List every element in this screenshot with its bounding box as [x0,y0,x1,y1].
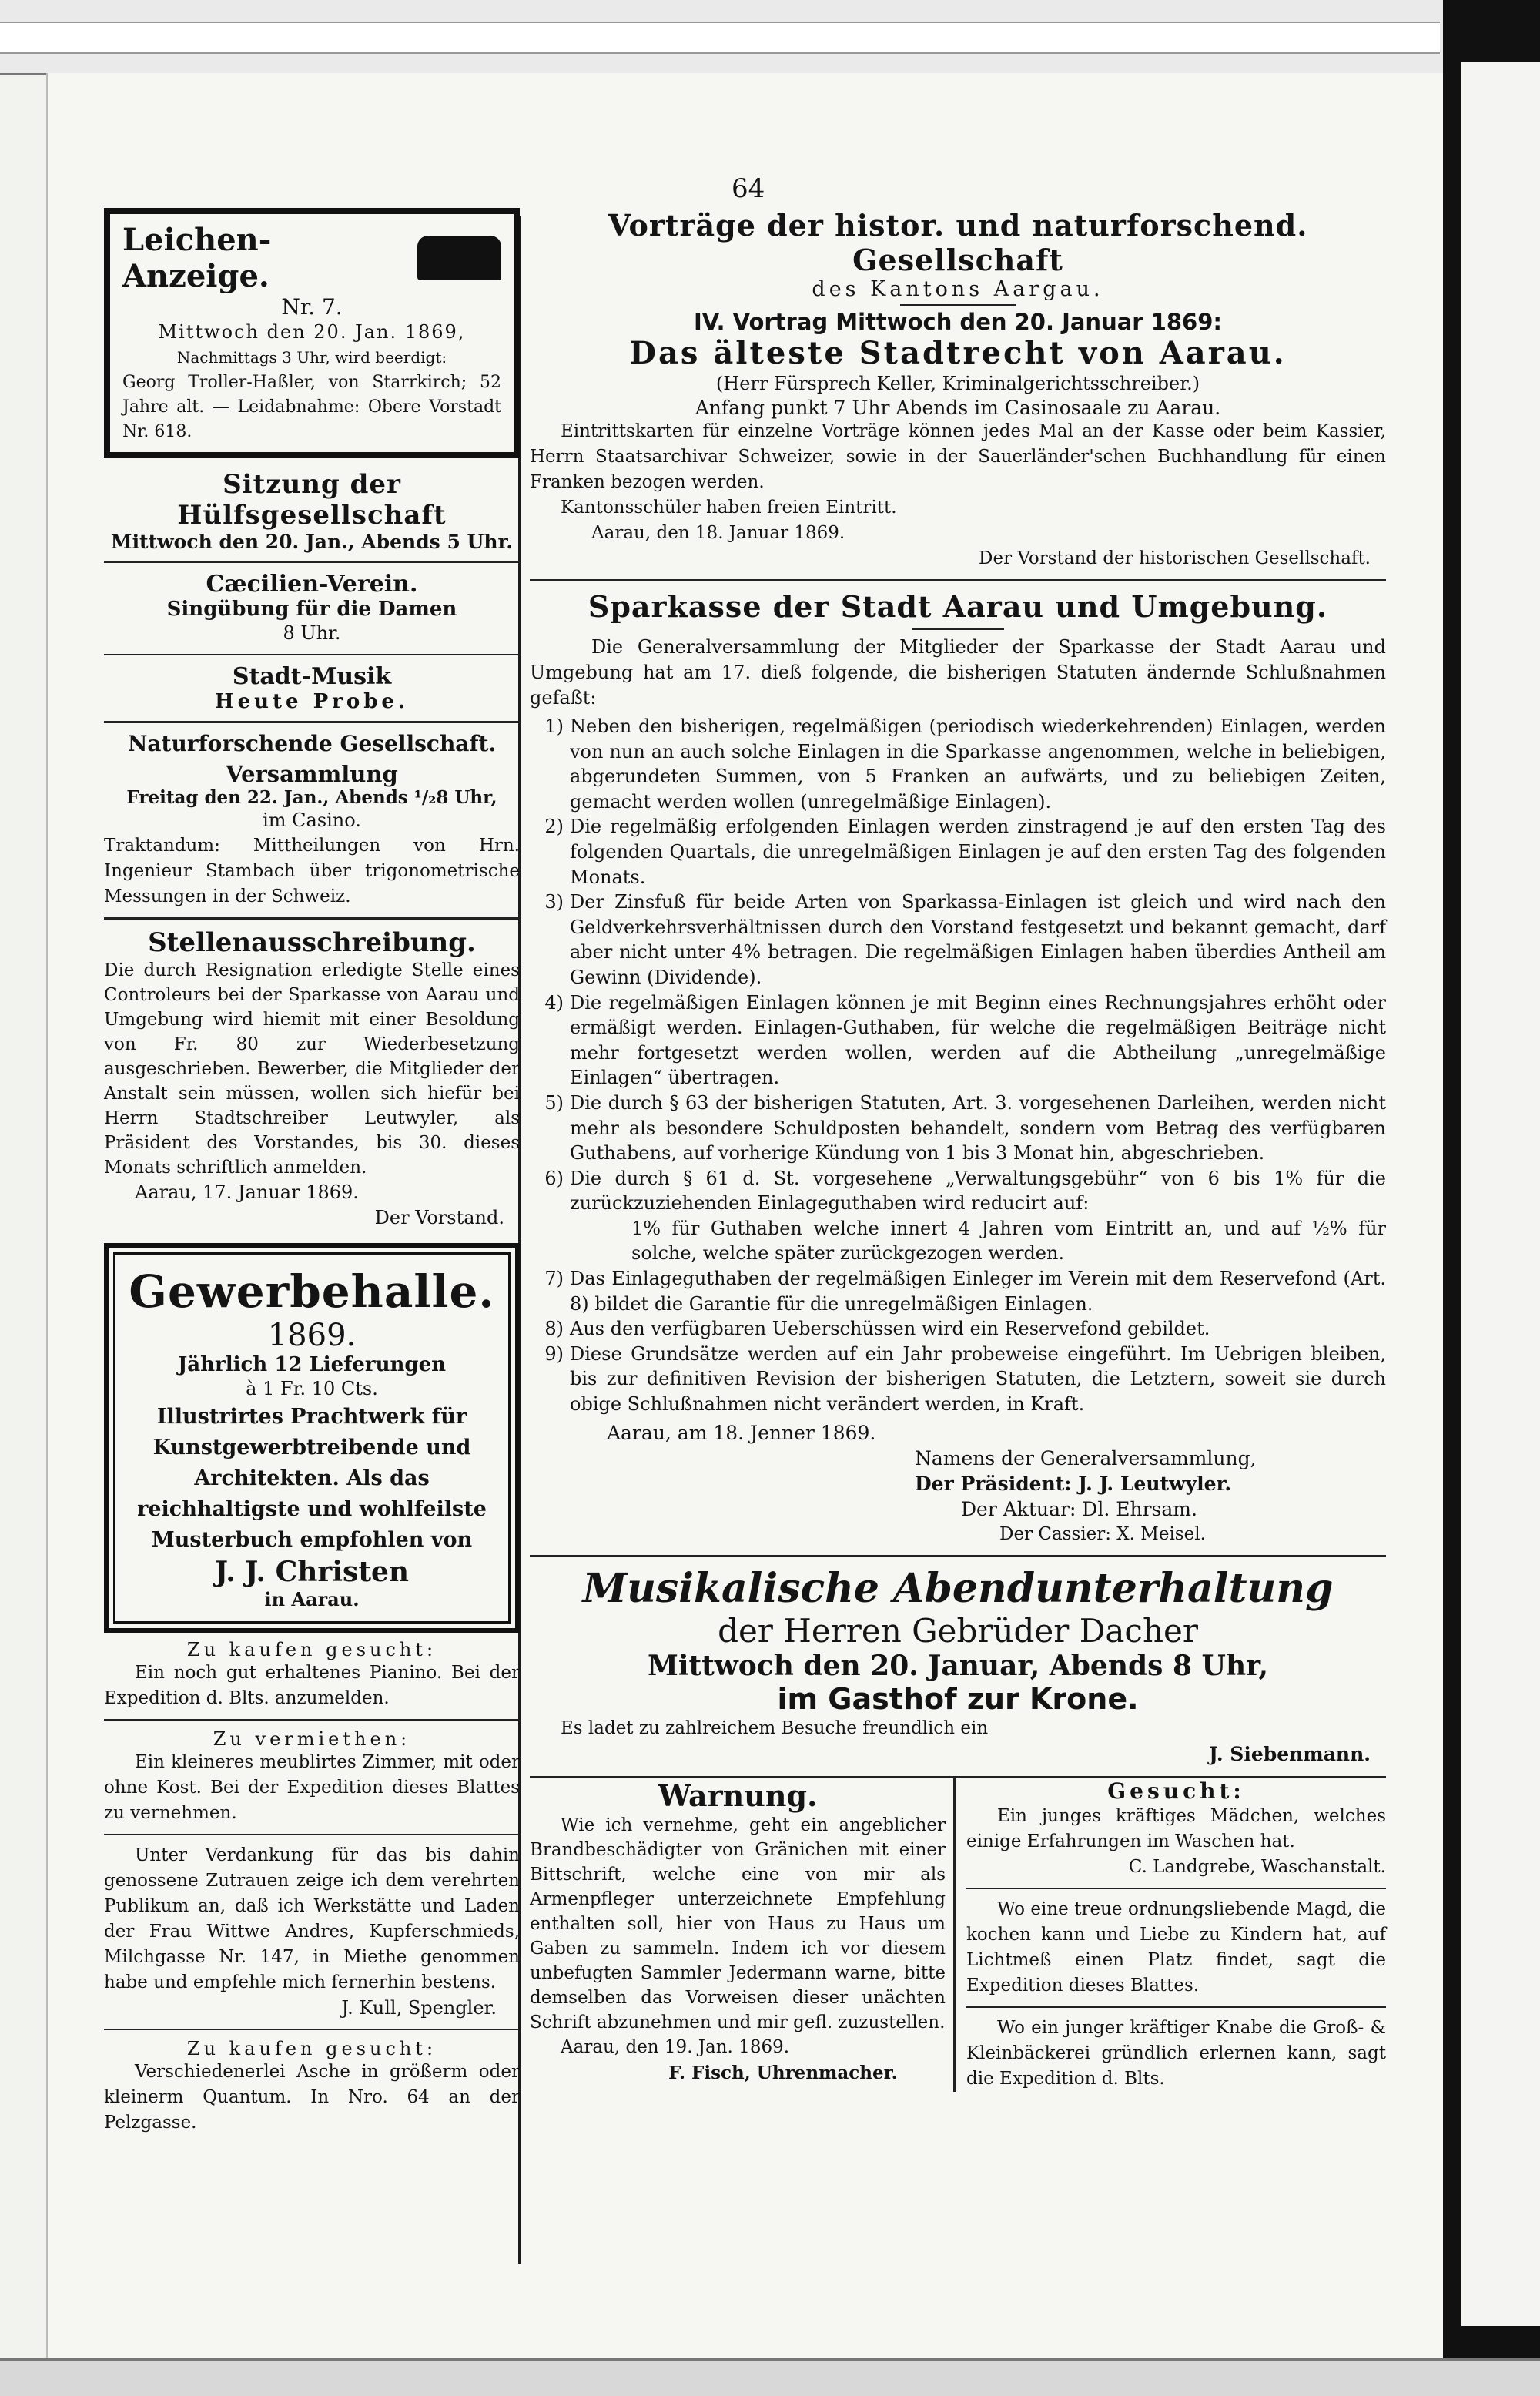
divider [530,1555,1386,1557]
warnung-sign: F. Fisch, Uhrenmacher. [668,2062,898,2083]
gewerbe-line1: Jährlich 12 Lieferungen [177,1353,447,1376]
list-item: 5) Die durch § 63 der bisherigen Statuten, Art. 3. vorgesehenen Darleihen, werden nicht mehr als besondere Schuldposten behandelt, sondern vom Betrag des verfügbaren Guthabens, auf vorherige Kündung von 1 bis 3 Monat hin, abgeschrieben. [544,1091,1386,1164]
right-column [530,208,1386,2092]
short-rule [900,304,1016,306]
divider [104,721,520,723]
vortraege-speaker: (Herr Fürsprech Keller, Kriminalgerichtsschreiber.) [715,373,1200,394]
naturf-line1: Freitag den 22. Jan., Abends ¹/₂8 Uhr, [126,787,497,808]
sparkasse-sign1: Namens der Generalversammlung, [915,1446,1257,1469]
knabe-body: Wo ein junger kräftiger Knabe die Groß- & Kleinbäckerei gründlich erlernen kann, sagt die Expedition d. Blts. [966,2017,1386,2089]
left-column [104,208,520,2136]
kaufen2-body: Verschiedenerlei Asche in größerm oder kleinerm Quantum. In Nro. 64 an der Pelzgasse. [104,2062,520,2133]
naturf-sub: Versammlung [226,761,398,787]
kull-sign: J. Kull, Spengler. [341,1997,497,2019]
warnung-body: Wie ich vernehme, geht ein angeblicher Brandbeschädigter von Gränichen mit einer Bittschrift, welche eine von mir als Armenpfleger unterzeichnete Empfehlung enthalten soll, hier von Haus zu Haus um Gaben zu sammeln. Indem ich vor diesem unbefugten Sammler Jedermann warne, bitte demselben das Vorweisen dieser unächten Schrift abzunehmen und mir gefl. zuzustellen. [530,1815,946,2032]
divider [104,917,520,920]
divider [966,2006,1386,2008]
list-item: 6) Die durch § 61 d. St. vorgesehene „Verwaltungsgebühr“ von 6 bis 1% für die zurückzuziehenden Einlageguthaben wird reducirt auf: [544,1167,1386,1215]
huelfs-line: Mittwoch den 20. Jan., Abends 5 Uhr. [110,531,514,553]
gesucht-title: Gesucht: [1107,1778,1245,1804]
warnung-title: Warnung. [658,1778,818,1813]
gewerbe-line2: à 1 Fr. 10 Cts. [246,1378,378,1399]
stadtmusik-line: Heute Probe. [215,690,409,713]
caecilien-line1: Singübung für die Damen [166,598,457,621]
naturf-line2: im Casino. [263,809,361,831]
vermiethen-body: Ein kleineres meublirtes Zimmer, mit oder ohne Kost. Bei der Expedition dieses Blattes zu vernehmen. [104,1752,520,1823]
vortraege-topic: Das älteste Stadtrecht von Aarau. [629,335,1287,371]
bottom-two-column [530,1776,1386,2092]
leichen-line2: Nachmittags 3 Uhr, wird beerdigt: [176,348,447,367]
list-item: 8) Aus den verfügbaren Ueberschüssen wird ein Reservefond gebildet. [544,1318,1210,1340]
divider [104,561,520,563]
leichen-body: Georg Troller-Haßler, von Starrkirch; 52 Jahre alt. — Leidabnahme: Obere Vorstadt Nr. 618. [122,373,501,441]
gewerbe-year: 1869. [267,1318,357,1353]
divider [966,1888,1386,1889]
stellen-date: Aarau, 17. Januar 1869. [135,1181,359,1203]
stellen-sign: Der Vorstand. [374,1207,504,1228]
list-item: 2) Die regelmäßig erfolgenden Einlagen werden zinstragend je auf den ersten Tag des folgenden Quartals, die unregelmäßigen Einlagen je auf den ersten Tag des folgenden Monats. [544,816,1386,888]
divider [912,628,1004,630]
caecilien-title: Cæcilien-Verein. [206,571,418,598]
kull-body: Unter Verdankung für das bis dahin genossene Zutrauen zeige ich dem verehrten Publikum an, daß ich Werkstätte und Laden der Frau Wittwe Andres, Kupferschmieds, Milchgasse Nr. 147, in Miethe genommen habe und empfehle mich fernerhin bestens. [104,1845,520,1992]
vortraege-sign: Der Vorstand der historischen Gesellschaft. [979,548,1371,568]
page-number: 64 [732,173,765,204]
list-item: 4) Die regelmäßigen Einlagen können je mit Beginn eines Rechnungsjahres erhöht oder ermäßigt werden. Einlagen-Guthaben, für welche die regelmäßigen Beiträge nicht mehr fortgesetzt werden wollen, werden auf die Abtheilung „unregelmäßige Einlagen“ übertragen. [544,991,1386,1089]
gewerbe-name: J. J. Christen [214,1556,410,1588]
musik-line3: im Gasthof zur Krone. [777,1681,1139,1716]
list-item: 9) Diese Grundsätze werden auf ein Jahr probeweise eingeführt. Im Uebrigen bleiben, bis zur definitiven Revision der bisherigen Statuten, die Letztern, soweit sie durch obige Schlußnahmen nicht verändert werden, in Kraft. [544,1342,1386,1416]
sparkasse-title: Sparkasse der Stadt Aarau und Umgebung. [588,589,1328,624]
sparkasse-sign4: Der Cassier: X. Meisel. [999,1523,1206,1544]
naturf-title: Naturforschende Gesellschaft. [127,731,497,756]
sparkasse-intro: Die Generalversammlung der Mitglieder der Sparkasse der Stadt Aarau und Umgebung hat am 17. dieß folgende, die bisherigen Statuten ändernde Schlußnahmen gefaßt: [530,636,1386,709]
vortraege-time: Anfang punkt 7 Uhr Abends im Casinosaale zu Aarau. [695,397,1221,419]
leichen-number: Nr. 7. [281,294,343,320]
naturf-body: Traktandum: Mittheilungen von Hrn. Ingenieur Stambach über trigonometrische Messungen in der Schweiz. [104,836,520,906]
huelfs-title: Sitzung der Hülfsgesellschaft [177,469,447,531]
magd-body: Wo eine treue ordnungsliebende Magd, die kochen kann und Liebe zu Kindern hat, auf Lichtmeß einen Platz findet, sagt die Expedition dieses Blattes. [966,1898,1386,1996]
top-page-edge [0,0,1540,75]
sparkasse-sign3: Der Aktuar: Dl. Ehrsam. [961,1497,1197,1520]
kaufen1-title: Zu kaufen gesucht: [186,1639,437,1660]
gewerbehalle-inner [113,1252,511,1624]
caecilien-line2: 8 Uhr. [283,622,341,644]
musik-line1: der Herren Gebrüder Dacher [718,1611,1198,1650]
sparkasse-list [530,714,1386,1417]
right-page-edge [1443,0,1540,2396]
musik-invite: Es ladet zu zahlreichem Besuche freundlich ein [561,1717,989,1738]
coffin-icon [417,236,501,280]
gewerbe-body: Illustrirtes Prachtwerk für Kunstgewerbtreibende und Architekten. Als das reichhaltigste und wohlfeilste Musterbuch empfohlen von [137,1405,487,1552]
gewerbehalle-ad [104,1243,520,1633]
divider [104,654,520,655]
vortraege-date: Aarau, den 18. Januar 1869. [591,523,845,543]
list-item: 3) Der Zinsfuß für beide Arten von Sparkassa-Einlagen ist gleich und wird nach den Geldverkehrsverhältnissen durch den Vorstand festgesetzt und bekannt gemacht, darf aber nicht unter 4% betragen. Die regelmäßigen Einlagen haben überdies Antheil am Gewinn (Dividende). [544,891,1386,988]
leichen-line1: Mittwoch den 20. Jan. 1869, [158,321,466,343]
vortraege-body: Eintrittskarten für einzelne Vorträge können jedes Mal an der Kasse oder beim Kassier, Herrn Staatsarchivar Schweizer, sowie in der Sauerländer'schen Buchhandlung für einen Franken bezogen werden. [530,421,1386,492]
gewerbe-place: in Aarau. [264,1588,360,1610]
list-item: 1) Neben den bisherigen, regelmäßigen (periodisch wiederkehrenden) Einlagen, werden von nun an auch solche Einlagen in die Sparkasse angenommen, welche in beliebigen, abgerundeten Summen, von 5 Franken an aufwärts, und zu beliebigen Zeiten, gemacht werden wollen (unregelmäßige Einlagen). [544,715,1386,813]
kaufen1-body: Ein noch gut erhaltenes Pianino. Bei der Expedition d. Blts. anzumelden. [104,1663,520,1708]
musik-line2: Mittwoch den 20. Januar, Abends 8 Uhr, [648,1649,1268,1682]
musik-title: Musikalische Abendunterhaltung [582,1564,1334,1612]
kaufen2-title: Zu kaufen gesucht: [186,2038,437,2059]
divider [530,579,1386,581]
stellen-title: Stellenausschreibung. [148,927,476,958]
list-item: 1% für Guthaben welche innert 4 Jahren vom Eintritt an, und auf ½% für solche, welche später zurückgezogen werden. [631,1217,1386,1265]
warnung-date: Aarau, den 19. Jan. 1869. [561,2036,790,2057]
vortraege-title: Vorträge der histor. und naturforschend. Gesellschaft [608,208,1308,277]
vortraege-line1: IV. Vortrag Mittwoch den 20. Januar 1869: [693,309,1223,335]
stellen-body: Die durch Resignation erledigte Stelle eines Controleurs bei der Sparkasse von Aarau und Umgebung wird hiemit mit einer Besoldung von Fr. 80 zur Wiederbesetzung ausgeschrieben. Bewerber, die Mitglieder der Anstalt sein müssen, wollen sich hiefür bei Herrn Stadtschreiber Leutwyler, als Präsident des Vorstandes, bis 30. dieses Monats schriftlich anmelden. [104,960,520,1178]
divider [104,2029,520,2030]
sparkasse-sign2: Der Präsident: J. J. Leutwyler. [915,1472,1232,1495]
leichen-title: Leichen-Anzeige. [122,222,501,294]
vermiethen-title: Zu vermiethen: [213,1728,411,1750]
gewerbe-title: Gewerbehalle. [129,1265,495,1318]
warnung-block [530,1778,956,2092]
list-item: 7) Das Einlageguthaben der regelmäßigen Einleger im Verein mit dem Reservefond (Art. 8) bildet die Garantie für die unregelmäßigen Einlagen. [544,1268,1386,1315]
bottom-page-edge [0,2358,1540,2396]
musik-sign: J. Siebenmann. [1208,1742,1371,1765]
right-small-ads [956,1778,1386,2092]
vortraege-note: Kantonsschüler haben freien Eintritt. [561,498,897,518]
sparkasse-date: Aarau, am 18. Jenner 1869. [607,1421,876,1444]
stadtmusik-title: Stadt-Musik [232,663,392,690]
gesucht-sign: C. Landgrebe, Waschanstalt. [1128,1856,1386,1877]
divider [104,1834,520,1835]
divider [104,1719,520,1721]
leichen-anzeige [104,208,520,458]
gesucht-body: Ein junges kräftiges Mädchen, welches einige Erfahrungen im Waschen hat. [966,1805,1386,1851]
vortraege-sub: des Kantons Aargau. [812,277,1104,301]
